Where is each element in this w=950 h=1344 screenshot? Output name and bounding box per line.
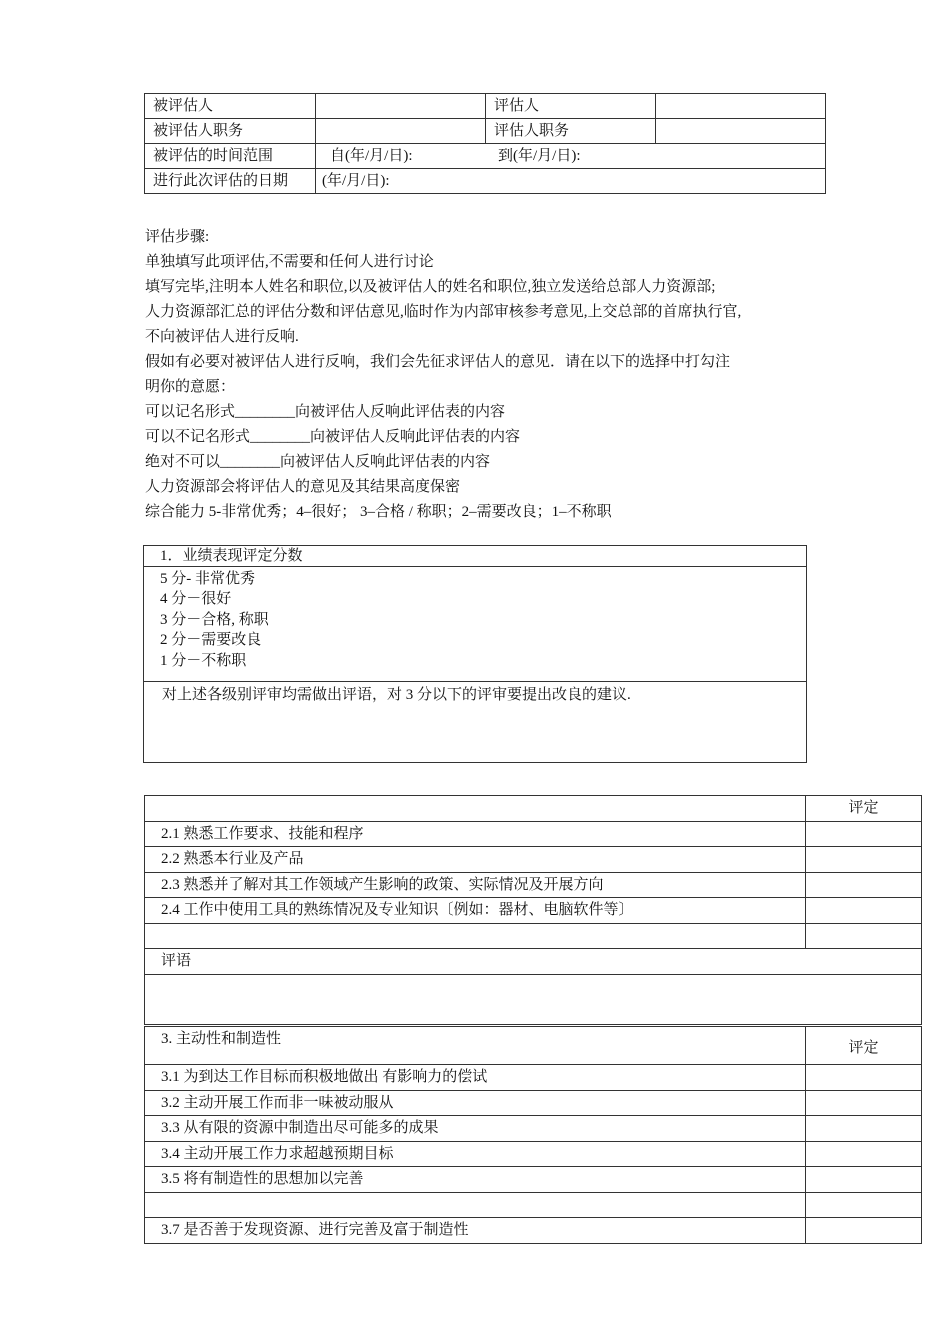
- section3-rating-header: 评定: [806, 1027, 922, 1065]
- score-level-item: 5 分- 非常优秀: [160, 571, 255, 587]
- step-line: 人力资源部会将评估人的意见及其结果高度保密: [145, 479, 461, 495]
- score-level-item: 2 分－需要改良: [160, 632, 262, 649]
- section2-item-label: 2.2 熟悉本行业及产品: [145, 847, 806, 873]
- section3-rating-cell[interactable]: [806, 1141, 922, 1167]
- score-level-item: 4 分－很好: [160, 591, 232, 608]
- option-named-line[interactable]: 可以记名形式________向被评估人反响此评估表的内容: [145, 404, 506, 420]
- option-never-line[interactable]: 绝对不可以________向被评估人反响此评估表的内容: [145, 454, 491, 470]
- period-to: 到(年/月/日):: [498, 148, 581, 164]
- section2-comment-label: 评语: [145, 949, 922, 975]
- evaluatee-field[interactable]: [316, 94, 486, 119]
- score-level-item: 1 分－不称职: [160, 652, 247, 669]
- evaluatee-position-field[interactable]: [316, 119, 486, 144]
- section3-item-label: 3.2 主动开展工作而非一味被动服从: [145, 1090, 806, 1116]
- section2-item-label: 2.3 熟悉并了解对其工作领域产生影响的政策、实际情况及开展方向: [145, 872, 806, 898]
- evaluation-info-table: [144, 93, 826, 194]
- score-levels-list: [144, 567, 806, 682]
- section3-rating-cell[interactable]: [806, 1090, 922, 1116]
- evaluation-date-label: 进行此次评估的日期: [145, 169, 316, 194]
- section3-item-label: 3.4 主动开展工作力求超越预期目标: [145, 1141, 806, 1167]
- section2-table: [144, 795, 922, 1025]
- section3-rating-cell[interactable]: [806, 1167, 922, 1193]
- section2-rating-header: 评定: [806, 796, 922, 822]
- section2-item-label: 2.1 熟悉工作要求、技能和程序: [145, 821, 806, 847]
- evaluation-steps: [145, 225, 825, 525]
- period-label: 被评估的时间范围: [145, 144, 316, 169]
- evaluator-position-field[interactable]: [656, 119, 826, 144]
- section2-comment-field[interactable]: [145, 974, 922, 1024]
- section3-item-label: 3.5 将有制造性的思想加以完善: [145, 1167, 806, 1193]
- step-line: 假如有必要对被评估人进行反响，我们会先征求评估人的意见．请在以下的选择中打勾注: [145, 354, 731, 370]
- score-level-item: 3 分－合格, 称职: [160, 611, 269, 628]
- section2-item-label: 2.4 工作中使用工具的熟练情况及专业知识〔例如：器材、电脑软件等〕: [145, 898, 806, 924]
- step-line: 填写完毕,注明本人姓名和职位,以及被评估人的姓名和职位,独立发送给总部人力资源部;: [145, 279, 716, 295]
- section3-item-label: 3.7 是否善于发现资源、进行完善及富于制造性: [145, 1218, 806, 1244]
- score-section-title: 1．业绩表现评定分数: [144, 546, 806, 567]
- evaluator-position-label: 评估人职务: [486, 119, 656, 144]
- section3-rating-cell[interactable]: [806, 1116, 922, 1142]
- section2-rating-cell[interactable]: [806, 923, 922, 949]
- section3-title: 3. 主动性和制造性: [145, 1027, 806, 1065]
- section2-item-label: [145, 923, 806, 949]
- section2-rating-cell[interactable]: [806, 821, 922, 847]
- period-from: 自(年/月/日):: [330, 148, 413, 164]
- evaluator-label: 评估人: [486, 94, 656, 119]
- section3-item-label: [145, 1192, 806, 1218]
- section3-rating-cell[interactable]: [806, 1218, 922, 1244]
- option-anonymous-line[interactable]: 可以不记名形式________向被评估人反响此评估表的内容: [145, 429, 521, 445]
- step-line: 单独填写此项评估,不需要和任何人进行讨论: [145, 254, 434, 270]
- step-line: 明你的意愿：: [145, 379, 236, 395]
- step-line: 不向被评估人进行反响.: [145, 329, 299, 345]
- section2-title-cell: [145, 796, 806, 822]
- section3-rating-cell[interactable]: [806, 1192, 922, 1218]
- steps-title: 评估步骤:: [145, 229, 210, 245]
- section3-table: [144, 1026, 922, 1244]
- step-line: 人力资源部汇总的评估分数和评估意见,临时作为内部审核参考意见,上交总部的首席执行官,: [145, 304, 742, 320]
- section3-item-label: 3.1 为到达工作目标而积极地做出 有影响力的偿试: [145, 1065, 806, 1091]
- section2-rating-cell[interactable]: [806, 847, 922, 873]
- rating-scale-line: 综合能力 5-非常优秀；4–很好； 3–合格 / 称职；2–需要改良；1–不称职: [145, 504, 612, 520]
- evaluatee-position-label: 被评估人职务: [145, 119, 316, 144]
- section2-rating-cell[interactable]: [806, 872, 922, 898]
- section2-rating-cell[interactable]: [806, 898, 922, 924]
- period-field[interactable]: [316, 144, 826, 169]
- section3-item-label: 3.3 从有限的资源中制造出尽可能多的成果: [145, 1116, 806, 1142]
- evaluation-date-field[interactable]: (年/月/日):: [316, 169, 826, 194]
- performance-score-box: [143, 545, 807, 763]
- section3-rating-cell[interactable]: [806, 1065, 922, 1091]
- evaluator-field[interactable]: [656, 94, 826, 119]
- evaluatee-label: 被评估人: [145, 94, 316, 119]
- score-note: 对上述各级别评审均需做出评语，对 3 分以下的评审要提出改良的建议.: [162, 687, 631, 703]
